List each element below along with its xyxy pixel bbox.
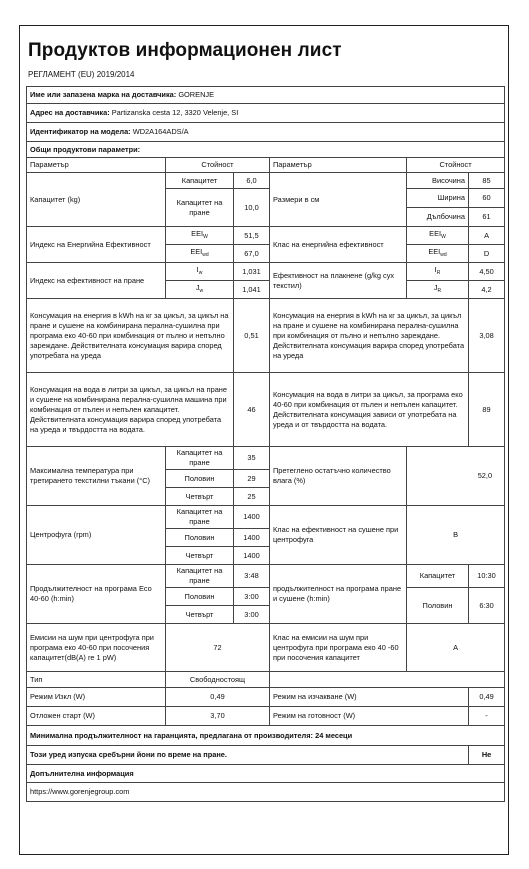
class-w-label: $EEI_W$ [407, 227, 469, 245]
ready-mode-value: - [469, 707, 505, 726]
height-value: 85 [469, 173, 505, 189]
dimensions-label: Размери в см [270, 173, 407, 227]
max-temp-row-1 [27, 447, 505, 470]
duration-sub-label: Капацитет на пране [166, 565, 234, 588]
wash-index-row-1 [27, 263, 505, 281]
warranty-text: Минимална продължителност на гаранцията, предлагана от производителя: [30, 730, 314, 740]
energy-cons-right-text: Консумация на енергия в kWh на кг за цикъл, за цикъл на пране и сушене на комбинирана перална-сушилна при комбинация от пълно и непълно зареждане. Действителната консумация варира според употребата на уреда [270, 299, 469, 373]
duration-sub-label: Половин [166, 588, 234, 606]
off-mode-label: Режим Изкл (W) [27, 688, 166, 707]
capacity-row-1 [27, 173, 505, 189]
water-cons-right-text: Консумация на вода в литри за цикъл, за програма еко 40-60 при комбинация от пълен и непълен капацитет. Действителната консумация зависи от употребата на уреда и от твърдостта на водата. [270, 373, 469, 447]
spin-label: Центрофуга (rpm) [27, 506, 166, 565]
noise-value: 72 [166, 624, 270, 672]
wash-index-label: Индекс на ефективност на пране [27, 263, 166, 299]
eei-row-1 [27, 227, 505, 245]
warranty-value: 24 месеци [315, 730, 353, 740]
duration-wd-sub-value: 6:30 [469, 588, 505, 624]
duration-label: Продължителност на програма Eco 40-60 (h:min) [27, 565, 166, 624]
silver-row [27, 746, 505, 765]
type-label: Тип [27, 672, 166, 688]
drying-class-value: B [407, 506, 505, 565]
water-cons-right-value: 89 [469, 373, 505, 447]
page-title: Продуктов информационен лист [28, 40, 342, 61]
noise-label: Емисии на шум при центрофуга при програма еко 40-60 при посочения капацитет(dB(A) re 1 pW) [27, 624, 166, 672]
silver-text: Този уред изпуска сребърни йони по време на пране. [27, 746, 469, 765]
spin-sub-label: Половин [166, 529, 234, 547]
width-label: Ширина [407, 189, 469, 208]
noise-class-value: A [407, 624, 505, 672]
width-value: 60 [469, 189, 505, 208]
capacity-sub2-value: 10,0 [234, 189, 270, 227]
spin-sub-value: 1400 [234, 506, 270, 529]
duration-wd-sub-label: Капацитет [407, 565, 469, 588]
value-header-left: Стойност [166, 158, 270, 173]
energy-cons-left-value: 0,51 [234, 299, 270, 373]
param-header-right: Параметър [270, 158, 407, 173]
delay-start-value: 3,70 [166, 707, 270, 726]
wash-i-label: $I_w$ [166, 263, 234, 281]
off-mode-row [27, 688, 505, 707]
duration-wd-sub-value: 10:30 [469, 565, 505, 588]
height-label: Височина [407, 173, 469, 189]
moisture-value: 52,0 [407, 447, 505, 506]
spin-row-1 [27, 506, 505, 529]
address-row [27, 104, 505, 123]
water-cons-row [27, 373, 505, 447]
silver-value: Не [469, 746, 505, 765]
depth-value: 61 [469, 208, 505, 227]
brand-row [27, 87, 505, 104]
regulation: РЕГЛАМЕНТ (EU) 2019/2014 [28, 70, 135, 79]
brand-value: GORENJE [178, 90, 215, 99]
duration-wd-label: продължителност на програма пране и сушене (h:min) [270, 565, 407, 624]
capacity-label: Капацитет (kg) [27, 173, 166, 227]
max-temp-sub-value: 29 [234, 470, 270, 488]
max-temp-sub-value: 25 [234, 488, 270, 506]
rinse-j-label: $J_R$ [407, 281, 469, 299]
energy-cons-right-value: 3,08 [469, 299, 505, 373]
address-label: Адрес на доставчика: [30, 108, 110, 117]
standby-value: 0,49 [469, 688, 505, 707]
delay-row [27, 707, 505, 726]
drying-class-label: Клас на ефективност на сушене при центрофуга [270, 506, 407, 565]
eei-label: Индекс на Енергийна Ефективност [27, 227, 166, 263]
duration-sub-value: 3:48 [234, 565, 270, 588]
eei-w-label: $EEI_W$ [166, 227, 234, 245]
spin-sub-value: 1400 [234, 529, 270, 547]
url-row [27, 783, 505, 802]
wash-j-label: $J_w$ [166, 281, 234, 299]
capacity-sub1-label: Капацитет [166, 173, 234, 189]
class-wd-label: $EEI_{wd}$ [407, 245, 469, 263]
value-header-right: Стойност [407, 158, 505, 173]
max-temp-sub-value: 35 [234, 447, 270, 470]
max-temp-label: Максимална температура при третирането текстилни тъкани (°C) [27, 447, 166, 506]
class-w-value: A [469, 227, 505, 245]
additional-label: Допълнителна информация [27, 765, 505, 783]
standby-label: Режим на изчакване (W) [270, 688, 469, 707]
water-cons-left-text: Консумация на вода в литри за цикъл, за цикъл на пране и сушене на комбинирана перална-сушилна машина при комбинация от пълен и непълен капацитет. Действителната консумация варира според употребата на уреда и твърдостта на водата. [27, 373, 234, 447]
rinse-i-value: 4,50 [469, 263, 505, 281]
rinse-i-label: $I_R$ [407, 263, 469, 281]
rinse-j-value: 4,2 [469, 281, 505, 299]
info-sheet [19, 25, 509, 855]
noise-row [27, 624, 505, 672]
duration-wd-sub-label: Половин [407, 588, 469, 624]
class-wd-value: D [469, 245, 505, 263]
additional-row [27, 765, 505, 783]
warranty-row [27, 726, 505, 746]
max-temp-sub-label: Половин [166, 470, 234, 488]
website-link[interactable]: https://www.gorenjegroup.com [27, 783, 505, 802]
spin-sub-label: Четвърт [166, 547, 234, 565]
model-row [27, 123, 505, 142]
noise-class-label: Клас на емисии на шум при центрофуга при програма еко 40 -60 при посочения капацитет [270, 624, 407, 672]
delay-start-label: Отложен старт (W) [27, 707, 166, 726]
eei-wd-value: 67,0 [234, 245, 270, 263]
max-temp-sub-label: Четвърт [166, 488, 234, 506]
spin-sub-label: Капацитет на пране [166, 506, 234, 529]
duration-sub-value: 3:00 [234, 588, 270, 606]
duration-row-1 [27, 565, 505, 588]
energy-cons-row [27, 299, 505, 373]
brand-label: Име или запазена марка на доставчика: [30, 90, 177, 99]
wash-i-value: 1,031 [234, 263, 270, 281]
capacity-sub2-label: Капацитет на пране [166, 189, 234, 227]
type-row [27, 672, 505, 688]
wash-j-value: 1,041 [234, 281, 270, 299]
rinse-label: Ефективност на плакнене (g/kg сух текстил) [270, 263, 407, 299]
model-label: Идентификатор на модела: [30, 127, 131, 136]
general-heading-row [27, 142, 505, 158]
off-mode-value: 0,49 [166, 688, 270, 707]
water-cons-left-value: 46 [234, 373, 270, 447]
type-value: Свободностоящ [166, 672, 270, 688]
moisture-label: Претеглено остатъчно количество влага (%) [270, 447, 407, 506]
ready-mode-label: Режим на готовност (W) [270, 707, 469, 726]
energy-cons-left-text: Консумация на енергия в kWh на кг за цикъл, за цикъл на пране и сушене на комбинирана перална-сушилна при програма еко 40-60 при комбинация от пълно и непълно зареждане. Действителната консумация варира според употребата на уреда [27, 299, 234, 373]
energy-class-label: Клас на енергийна ефективност [270, 227, 407, 263]
model-value: WD2A164ADS/A [132, 127, 189, 136]
capacity-sub1-value: 6,0 [234, 173, 270, 189]
spin-sub-value: 1400 [234, 547, 270, 565]
max-temp-sub-label: Капацитет на пране [166, 447, 234, 470]
depth-label: Дълбочина [407, 208, 469, 227]
eei-w-value: 51,5 [234, 227, 270, 245]
param-header-left: Параметър [27, 158, 166, 173]
info-table [26, 86, 505, 802]
eei-wd-label: $EEI_{wd}$ [166, 245, 234, 263]
address-value: Partizanska cesta 12, 3320 Velenje, SI [111, 108, 239, 117]
general-heading: Общи продуктови параметри: [27, 142, 505, 158]
duration-sub-label: Четвърт [166, 606, 234, 624]
duration-sub-value: 3:00 [234, 606, 270, 624]
column-headers [27, 158, 505, 173]
